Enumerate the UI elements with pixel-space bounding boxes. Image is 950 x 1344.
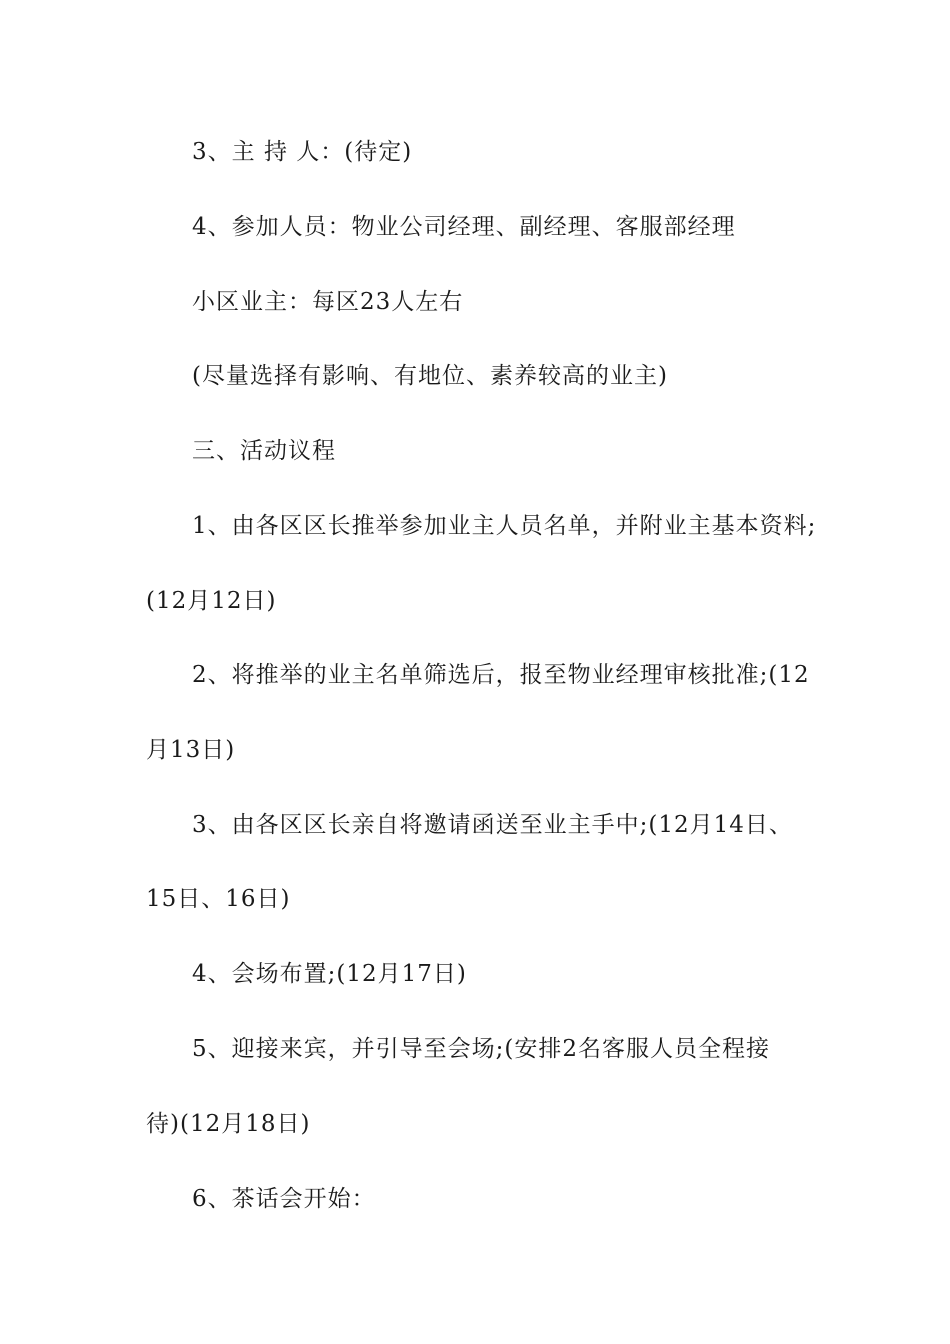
agenda-item-4: 4、会场布置;(12月17日) <box>192 961 467 987</box>
agenda-item-5-cont: 待)(12月18日) <box>146 1111 311 1137</box>
agenda-item-3-cont: 15日、16日) <box>146 886 291 912</box>
agenda-item-5: 5、迎接来宾，并引导至会场;(安排2名客服人员全程接 <box>192 1036 770 1062</box>
owners-line: 小区业主：每区23人左右 <box>192 289 464 315</box>
participants-line: 4、参加人员：物业公司经理、副经理、客服部经理 <box>192 214 736 240</box>
agenda-item-2: 2、将推举的业主名单筛选后，报至物业经理审核批准;(12 <box>192 662 810 688</box>
agenda-item-6: 6、茶话会开始： <box>192 1186 376 1212</box>
host-line: 3、主 持 人：(待定) <box>192 139 413 165</box>
agenda-item-1: 1、由各区区长推举参加业主人员名单，并附业主基本资料; <box>192 513 817 539</box>
agenda-heading: 三、活动议程 <box>192 438 336 464</box>
agenda-item-2-cont: 月13日) <box>146 737 236 763</box>
agenda-item-1-cont: (12月12日) <box>146 588 277 614</box>
agenda-item-3: 3、由各区区长亲自将邀请函送至业主手中;(12月14日、 <box>192 812 793 838</box>
owners-note-line: (尽量选择有影响、有地位、素养较高的业主) <box>192 363 668 389</box>
